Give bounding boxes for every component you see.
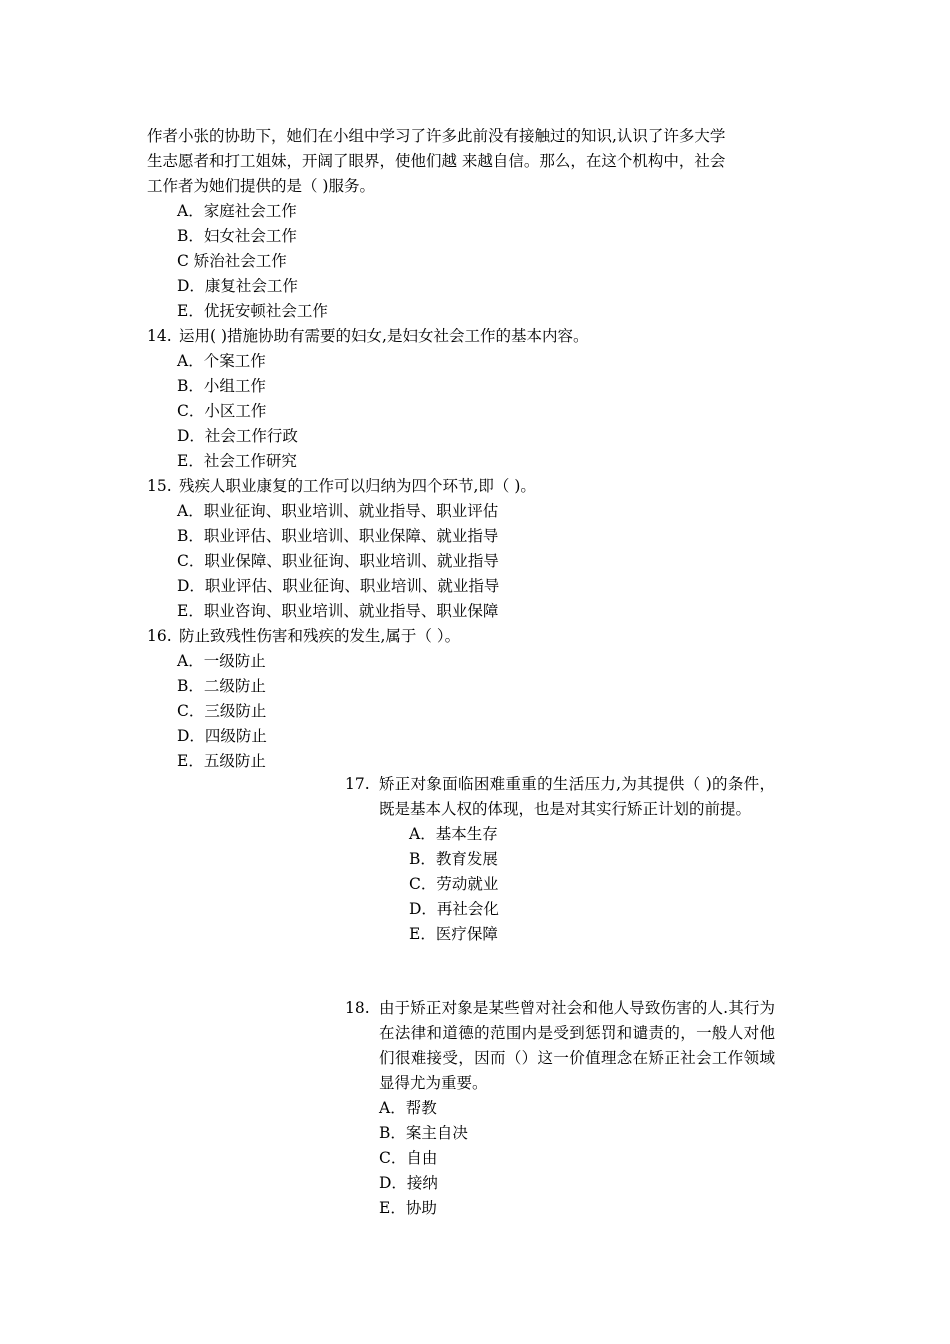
option-e: E．协助 xyxy=(379,1199,437,1217)
question-number: 18. xyxy=(345,999,370,1017)
question-15 xyxy=(147,474,536,624)
option-e: E．职业咨询、职业培训、就业指导、职业保障 xyxy=(177,602,499,620)
option-a: A．职业征询、职业培训、就业指导、职业评估 xyxy=(177,502,499,520)
question-16 xyxy=(147,624,460,774)
intro-line-2: 生志愿者和打工姐妹，开阔了眼界，使他们越 来越自信。那么，在这个机构中，社会 xyxy=(147,152,726,170)
intro-line-3: 工作者为她们提供的是（ )服务。 xyxy=(147,177,375,195)
question-18-options xyxy=(345,1096,775,1221)
option-a: A．帮教 xyxy=(379,1099,437,1117)
question-number: 14. xyxy=(147,327,172,345)
option-b: B．妇女社会工作 xyxy=(177,227,297,245)
question-number: 16. xyxy=(147,627,172,645)
option-a: A．个案工作 xyxy=(177,352,266,370)
intro-line-1: 作者小张的协助下，她们在小组中学习了许多此前没有接触过的知识,认识了许多大学 xyxy=(147,127,726,145)
question-13-continuation xyxy=(147,124,787,324)
option-c: C．职业保障、职业征询、职业培训、就业指导 xyxy=(177,552,499,570)
option-d: D．接纳 xyxy=(379,1174,438,1192)
option-e: E．优抚安顿社会工作 xyxy=(177,302,328,320)
question-text: 防止致残性伤害和残疾的发生,属于（ ）。 xyxy=(179,627,461,645)
option-e: E．医疗保障 xyxy=(409,925,498,943)
question-14-options xyxy=(147,349,588,474)
option-b: B．案主自决 xyxy=(379,1124,468,1142)
question-number: 17. xyxy=(345,775,370,793)
option-d: D．社会工作行政 xyxy=(177,427,298,445)
option-d: D．职业评估、职业征询、职业培训、就业指导 xyxy=(177,577,500,595)
question-text: 运用( )措施协助有需要的妇女,是妇女社会工作的基本内容。 xyxy=(179,327,589,345)
option-a: A．一级防止 xyxy=(177,652,266,670)
option-b: B．职业评估、职业培训、职业保障、就业指导 xyxy=(177,527,499,545)
question-13-options xyxy=(147,199,787,324)
option-b: B．教育发展 xyxy=(409,850,498,868)
option-d: D．再社会化 xyxy=(409,900,499,918)
question-14 xyxy=(147,324,588,474)
option-b: B．二级防止 xyxy=(177,677,266,695)
option-e: E．社会工作研究 xyxy=(177,452,297,470)
option-a: A．基本生存 xyxy=(409,825,498,843)
option-c: C．小区工作 xyxy=(177,402,267,420)
option-b: B．小组工作 xyxy=(177,377,266,395)
question-17-options xyxy=(345,822,775,947)
question-text: 残疾人职业康复的工作可以归纳为四个环节,即（ )。 xyxy=(179,477,536,495)
option-d: D．康复社会工作 xyxy=(177,277,298,295)
option-c: C．三级防止 xyxy=(177,702,267,720)
option-d: D．四级防止 xyxy=(177,727,267,745)
question-text: 由于矫正对象是某些曾对社会和他人导致伤害的人.其行为在法律和道德的范围内是受到惩罚和谴责的，一般人对他们很难接受，因而（）这一价值理念在矫正社会工作领域显得尤为重要。 xyxy=(379,999,775,1092)
option-a: A．家庭社会工作 xyxy=(177,202,297,220)
question-17 xyxy=(345,772,775,947)
question-text: 矫正对象面临困难重重的生活压力,为其提供（ )的条件，既是基本人权的体现，也是对其实行矫正计划的前提。 xyxy=(379,775,775,818)
question-18 xyxy=(345,996,775,1221)
question-16-options xyxy=(147,649,460,774)
option-e: E．五级防止 xyxy=(177,752,266,770)
option-c: C．劳动就业 xyxy=(409,875,499,893)
option-c: C．自由 xyxy=(379,1149,438,1167)
option-c: C 矫治社会工作 xyxy=(177,252,287,270)
question-15-options xyxy=(147,499,536,624)
question-number: 15. xyxy=(147,477,172,495)
